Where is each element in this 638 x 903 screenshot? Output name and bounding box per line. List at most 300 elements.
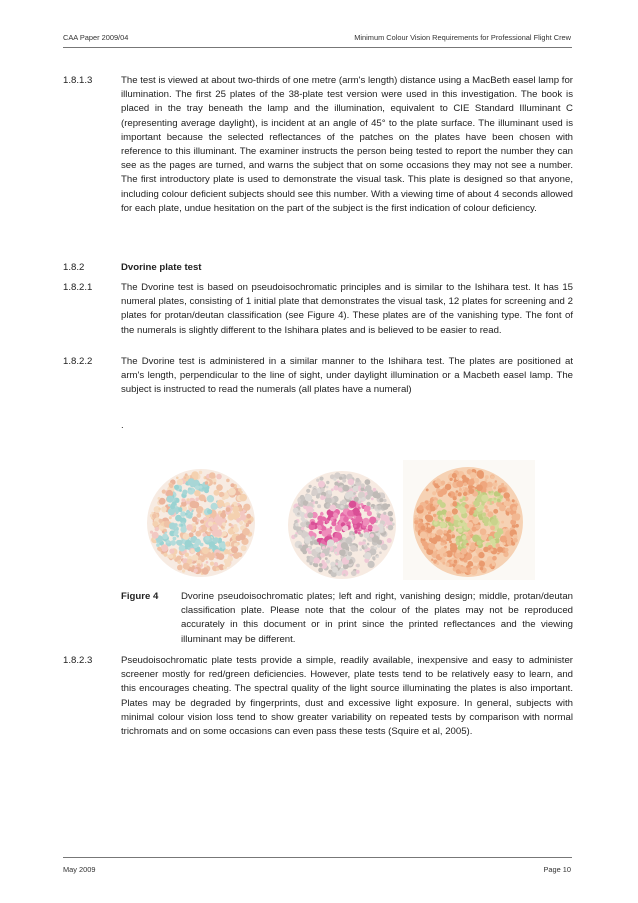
background-dot <box>293 508 299 514</box>
background-dot <box>351 571 357 577</box>
background-dot <box>311 536 315 540</box>
background-dot <box>194 490 200 496</box>
figure-dot <box>342 524 345 527</box>
figure-dot <box>433 521 437 525</box>
background-dot <box>199 527 202 530</box>
background-dot <box>341 499 346 504</box>
background-dot <box>377 505 381 509</box>
figure-dot <box>331 521 336 526</box>
background-dot <box>188 559 192 563</box>
background-dot <box>239 521 243 525</box>
background-dot <box>465 504 469 508</box>
background-dot <box>195 497 199 501</box>
background-dot <box>456 490 459 493</box>
background-dot <box>315 547 320 552</box>
background-dot <box>373 488 377 492</box>
background-dot <box>226 507 231 512</box>
background-dot <box>485 509 489 513</box>
background-dot <box>432 491 436 495</box>
background-dot <box>335 563 338 566</box>
background-dot <box>443 536 447 540</box>
background-dot <box>377 539 382 544</box>
background-dot <box>177 560 181 564</box>
figure-dot <box>440 521 447 528</box>
background-dot <box>426 489 429 492</box>
figure-dot <box>317 526 321 530</box>
background-dot <box>448 529 452 533</box>
background-dot <box>483 547 488 552</box>
background-dot <box>419 515 422 518</box>
background-dot <box>434 518 438 522</box>
background-dot <box>372 556 375 559</box>
background-dot <box>231 546 238 553</box>
background-dot <box>233 527 239 533</box>
background-dot <box>506 508 510 512</box>
background-dot <box>422 541 428 547</box>
background-dot <box>381 544 388 551</box>
background-dot <box>442 562 445 565</box>
background-dot <box>339 477 342 480</box>
background-dot <box>436 562 439 565</box>
background-dot <box>353 486 359 492</box>
background-dot <box>478 473 484 479</box>
background-dot <box>322 560 325 563</box>
right-vanishing-plate-image <box>412 466 524 578</box>
background-dot <box>430 506 435 511</box>
background-dot <box>183 563 190 570</box>
background-dot <box>326 486 329 489</box>
background-dot <box>437 529 443 535</box>
background-dot <box>238 553 243 558</box>
background-dot <box>446 511 452 517</box>
figure-dot <box>188 490 191 493</box>
background-dot <box>444 546 447 549</box>
background-dot <box>469 510 474 515</box>
background-dot <box>371 498 374 501</box>
background-dot <box>227 556 233 562</box>
background-dot <box>210 562 214 566</box>
background-dot <box>388 525 394 531</box>
background-dot <box>368 561 375 568</box>
background-dot <box>507 535 510 538</box>
figure-dot <box>195 485 200 490</box>
figure-dot <box>166 496 173 503</box>
background-dot <box>182 569 185 572</box>
figure-dot <box>494 532 501 539</box>
figure-dot <box>479 516 483 520</box>
background-dot <box>452 502 457 507</box>
figure-dot <box>321 516 325 520</box>
figure-dot <box>207 509 212 514</box>
background-dot <box>461 548 467 554</box>
background-dot <box>379 498 383 502</box>
background-dot <box>197 563 200 566</box>
figure-dot <box>458 504 461 507</box>
caption-text: Dvorine pseudoisochromatic plates; left and right, vanishing design; middle, protan/deutan classification plate. Please note that the colour of the plates may not be reproduced accurately in this document or in print since the printed reflectances and the viewing illuminant may be different. <box>181 591 573 645</box>
figure-dot <box>448 522 452 526</box>
background-dot <box>318 568 323 573</box>
figure-dot <box>335 525 342 532</box>
figure-label: Figure 4 <box>121 591 159 602</box>
background-dot <box>349 497 352 500</box>
background-dot <box>319 477 323 481</box>
background-dot <box>246 514 251 519</box>
background-dot <box>371 507 373 509</box>
figure-dot <box>179 489 182 492</box>
background-dot <box>320 488 324 492</box>
figure-dot <box>453 514 459 520</box>
background-dot <box>383 512 386 515</box>
figure-dot <box>479 508 482 511</box>
figure-dot <box>493 515 496 518</box>
background-dot <box>449 478 452 481</box>
background-dot <box>418 505 423 510</box>
header-divider <box>63 47 572 48</box>
background-dot <box>492 556 497 561</box>
background-dot <box>472 518 479 525</box>
figure-dot <box>170 540 176 546</box>
figure-dot <box>175 515 182 522</box>
section-number: 1.8.2.3 <box>63 655 93 666</box>
figure-dot <box>166 540 170 544</box>
background-dot <box>334 482 338 486</box>
background-dot <box>487 511 493 517</box>
background-dot <box>189 508 192 511</box>
figure-dot <box>168 504 171 507</box>
figure-dot <box>358 532 361 535</box>
figure-dot <box>334 538 339 543</box>
background-dot <box>217 500 224 507</box>
background-dot <box>311 489 318 496</box>
background-dot <box>512 499 515 502</box>
background-dot <box>318 481 325 488</box>
figure-dot <box>199 485 202 488</box>
background-dot <box>428 534 431 537</box>
background-dot <box>185 473 188 476</box>
background-dot <box>340 505 343 508</box>
background-dot <box>187 498 190 501</box>
background-dot <box>214 490 220 496</box>
figure-dot <box>491 491 494 494</box>
background-dot <box>348 479 354 485</box>
footer-divider <box>63 857 572 858</box>
figure-dot <box>156 543 160 547</box>
background-dot <box>491 475 495 479</box>
figure-dot <box>349 501 356 508</box>
background-dot <box>355 478 360 483</box>
figure-dot <box>310 525 314 529</box>
background-dot <box>300 522 304 526</box>
background-dot <box>476 525 481 530</box>
figure-dot <box>176 540 181 545</box>
background-dot <box>222 532 227 537</box>
background-dot <box>454 560 458 564</box>
figure-dot <box>213 537 219 543</box>
background-dot <box>435 481 438 484</box>
background-dot <box>453 496 457 500</box>
background-dot <box>216 474 222 480</box>
background-dot <box>209 472 216 479</box>
background-dot <box>476 484 483 491</box>
background-dot <box>298 531 302 535</box>
figure-dot <box>354 525 357 528</box>
background-dot <box>320 543 323 546</box>
background-dot <box>213 482 216 485</box>
background-dot <box>163 553 167 557</box>
background-dot <box>241 545 247 551</box>
background-dot <box>462 487 465 490</box>
background-dot <box>503 542 506 545</box>
background-dot <box>458 492 462 496</box>
background-dot <box>307 512 313 518</box>
background-dot <box>342 525 348 531</box>
background-dot <box>155 527 159 531</box>
section-number: 1.8.2.1 <box>63 282 93 293</box>
background-dot <box>481 534 487 540</box>
background-dot <box>433 514 436 517</box>
background-dot <box>414 515 417 518</box>
background-dot <box>388 511 393 516</box>
background-dot <box>479 561 485 567</box>
background-dot <box>169 484 174 489</box>
background-dot <box>152 521 158 527</box>
background-dot <box>217 556 220 559</box>
background-dot <box>487 501 490 504</box>
figure-dot <box>317 538 322 543</box>
background-dot <box>205 481 208 484</box>
figure-dot <box>462 497 465 500</box>
paragraph-text: The Dvorine test is based on pseudoisochromatic principles and is similar to the Ishihara test. It has 15 numeral plates, consisting of 1 initial plate that demonstrates the visual task, 12 plates for screening and 2 plates for protan/deutan classification (see Figure 4). These plates are of the vanishing type. The font of the numerals is slightly different to the Ishihara plates and is believed to be easier to read. <box>121 282 573 336</box>
background-dot <box>152 514 156 518</box>
background-dot <box>320 553 325 558</box>
figure-dot <box>207 495 214 502</box>
background-dot <box>443 552 447 556</box>
figure-dot <box>195 539 201 545</box>
background-dot <box>169 554 173 558</box>
background-dot <box>512 506 517 511</box>
background-dot <box>466 535 471 540</box>
background-dot <box>222 516 225 519</box>
figure-dot <box>488 491 491 494</box>
background-dot <box>195 531 201 537</box>
figure-dot <box>456 538 459 541</box>
background-dot <box>229 523 232 526</box>
background-dot <box>367 543 370 546</box>
background-dot <box>361 487 365 491</box>
figure-dot <box>462 508 464 510</box>
background-dot <box>428 525 430 527</box>
background-dot <box>421 525 426 530</box>
background-dot <box>172 481 175 484</box>
paragraph-text: Pseudoisochromatic plate tests provide a simple, readily available, inexpensive and easy to administer screener mostly for red/green deficiencies. However, plate tests tend to be relatively easy to learn, and this encourages cheating. The spectral quality of the light source illuminating the plates is also important. Plates may be degraded by fingerprints, dust and excessive light exposure. In general, subjects with minimal colour vision loss tend to show greater variability on repeated tests by comparison with normal trichromats and on some occasions can even pass these tests (Squire et al, 2005). <box>121 655 573 738</box>
background-dot <box>468 530 473 535</box>
background-dot <box>362 497 366 501</box>
background-dot <box>185 553 189 557</box>
background-dot <box>464 559 468 563</box>
background-dot <box>176 556 181 561</box>
background-dot <box>456 480 463 487</box>
background-dot <box>392 523 394 525</box>
background-dot <box>330 562 335 567</box>
background-dot <box>309 562 312 565</box>
background-dot <box>348 552 353 557</box>
figure-dot <box>193 480 199 486</box>
background-dot <box>445 562 449 566</box>
background-dot <box>364 552 371 559</box>
figure-dot <box>175 505 177 507</box>
figure-dot <box>360 503 363 506</box>
background-dot <box>202 568 209 575</box>
figure-dot <box>458 528 463 533</box>
background-dot <box>150 531 153 534</box>
background-dot <box>449 540 452 543</box>
figure-dot <box>176 499 180 503</box>
background-dot <box>480 528 487 535</box>
background-dot <box>448 493 451 496</box>
background-dot <box>329 505 336 512</box>
paragraph-text: The test is viewed at about two-thirds of one metre (arm's length) distance using a MacBeth easel lamp for illumination. The first 25 plates of the 38-plate test version were used in this investigation. The book is placed in the tray beneath the lamp and the illumination, equivalent to CIE Standard Illuminant C (representing average daylight), is incident at an angle of 45° to the plate surface. The illuminant used is important because the selected reflectances of the patches on the plates have been chosen with reference to this illuminant. The examiner instructs the person being tested to report the number they can see as the pages are turned, and warns the subject that on some occasions they may not see a number. The first introductory plate is used to demonstrate the visual task. This plate is designed so that anyone, including colour deficient subjects should see this number. With a viewing time of about 4 seconds allowed for each plate, undue hesitation on the part of the subject is the first indication of colour deficiency. <box>121 75 573 214</box>
background-dot <box>445 516 450 521</box>
figure-dot <box>363 520 369 526</box>
stray-period: . <box>121 420 124 431</box>
background-dot <box>443 530 447 534</box>
background-dot <box>501 521 504 524</box>
background-dot <box>224 559 228 563</box>
background-dot <box>333 478 336 481</box>
running-header-left: CAA Paper 2009/04 <box>63 33 129 42</box>
background-dot <box>352 532 355 535</box>
background-dot <box>420 534 424 538</box>
background-dot <box>354 497 359 502</box>
background-dot <box>199 471 203 475</box>
background-dot <box>466 543 469 546</box>
background-dot <box>239 494 247 502</box>
figure-dot <box>462 535 467 540</box>
background-dot <box>493 509 498 514</box>
background-dot <box>485 475 489 479</box>
figure-dot <box>180 524 183 527</box>
background-dot <box>345 537 352 544</box>
figure-dot <box>368 525 373 530</box>
background-dot <box>390 518 393 521</box>
figure-dot <box>499 495 503 499</box>
background-dot <box>338 487 342 491</box>
figure-dot <box>320 512 324 516</box>
figure-dot <box>369 517 376 524</box>
background-dot <box>456 549 459 552</box>
background-dot <box>233 511 240 518</box>
figure-dot <box>333 519 335 521</box>
figure-dot <box>353 519 358 524</box>
background-dot <box>467 522 473 528</box>
background-dot <box>504 548 508 552</box>
background-dot <box>204 564 207 567</box>
background-dot <box>190 549 194 553</box>
background-dot <box>161 506 167 512</box>
background-dot <box>243 523 246 526</box>
background-dot <box>181 498 185 502</box>
background-dot <box>480 567 483 570</box>
background-dot <box>228 488 236 496</box>
background-dot <box>515 524 519 528</box>
figure-dot <box>179 509 183 513</box>
footer-date: May 2009 <box>63 865 96 874</box>
background-dot <box>151 512 153 514</box>
background-dot <box>358 542 362 546</box>
figure-dot <box>458 522 462 526</box>
background-dot <box>247 520 251 524</box>
figure-dot <box>444 514 446 516</box>
figure-dot <box>176 535 179 538</box>
background-dot <box>306 559 309 562</box>
figure-4-plates <box>118 468 536 580</box>
background-dot <box>160 526 164 530</box>
background-dot <box>468 488 474 494</box>
background-dot <box>320 495 325 500</box>
background-dot <box>497 547 503 553</box>
section-1-8-2-3 <box>63 654 573 739</box>
background-dot <box>383 499 387 503</box>
background-dot <box>470 545 475 550</box>
middle-classification-plate-image <box>287 470 397 580</box>
running-header-right: Minimum Colour Vision Requirements for Professional Flight Crew <box>354 33 571 42</box>
background-dot <box>169 516 172 519</box>
background-dot <box>353 492 356 495</box>
background-dot <box>366 495 371 500</box>
background-dot <box>315 501 318 504</box>
background-dot <box>216 520 221 525</box>
background-dot <box>207 532 210 535</box>
background-dot <box>309 485 312 488</box>
figure-dot <box>483 516 490 523</box>
figure-dot <box>482 512 486 516</box>
figure-dot <box>219 548 222 551</box>
figure-dot <box>311 521 315 525</box>
figure-dot <box>481 502 484 505</box>
figure-dot <box>483 497 487 501</box>
background-dot <box>484 505 488 509</box>
background-dot <box>192 565 195 568</box>
background-dot <box>316 479 319 482</box>
figure-dot <box>347 521 351 525</box>
left-vanishing-plate-image <box>146 468 256 578</box>
background-dot <box>461 566 467 572</box>
background-dot <box>176 477 179 480</box>
section-number: 1.8.2 <box>63 262 85 273</box>
background-dot <box>237 503 240 506</box>
background-dot <box>492 563 495 566</box>
background-dot <box>513 538 518 543</box>
figure-dot <box>347 510 353 516</box>
background-dot <box>190 501 197 508</box>
background-dot <box>365 479 371 485</box>
background-dot <box>493 486 496 489</box>
background-dot <box>459 488 462 491</box>
background-dot <box>332 567 338 573</box>
background-dot <box>454 479 457 482</box>
background-dot <box>317 504 321 508</box>
background-dot <box>226 479 230 483</box>
section-1-8-1-3 <box>63 74 573 216</box>
background-dot <box>490 548 493 551</box>
background-dot <box>159 548 162 551</box>
background-dot <box>478 552 484 558</box>
background-dot <box>186 524 193 531</box>
background-dot <box>221 525 224 528</box>
background-dot <box>364 546 367 549</box>
figure-dot <box>179 545 186 552</box>
background-dot <box>363 532 369 538</box>
